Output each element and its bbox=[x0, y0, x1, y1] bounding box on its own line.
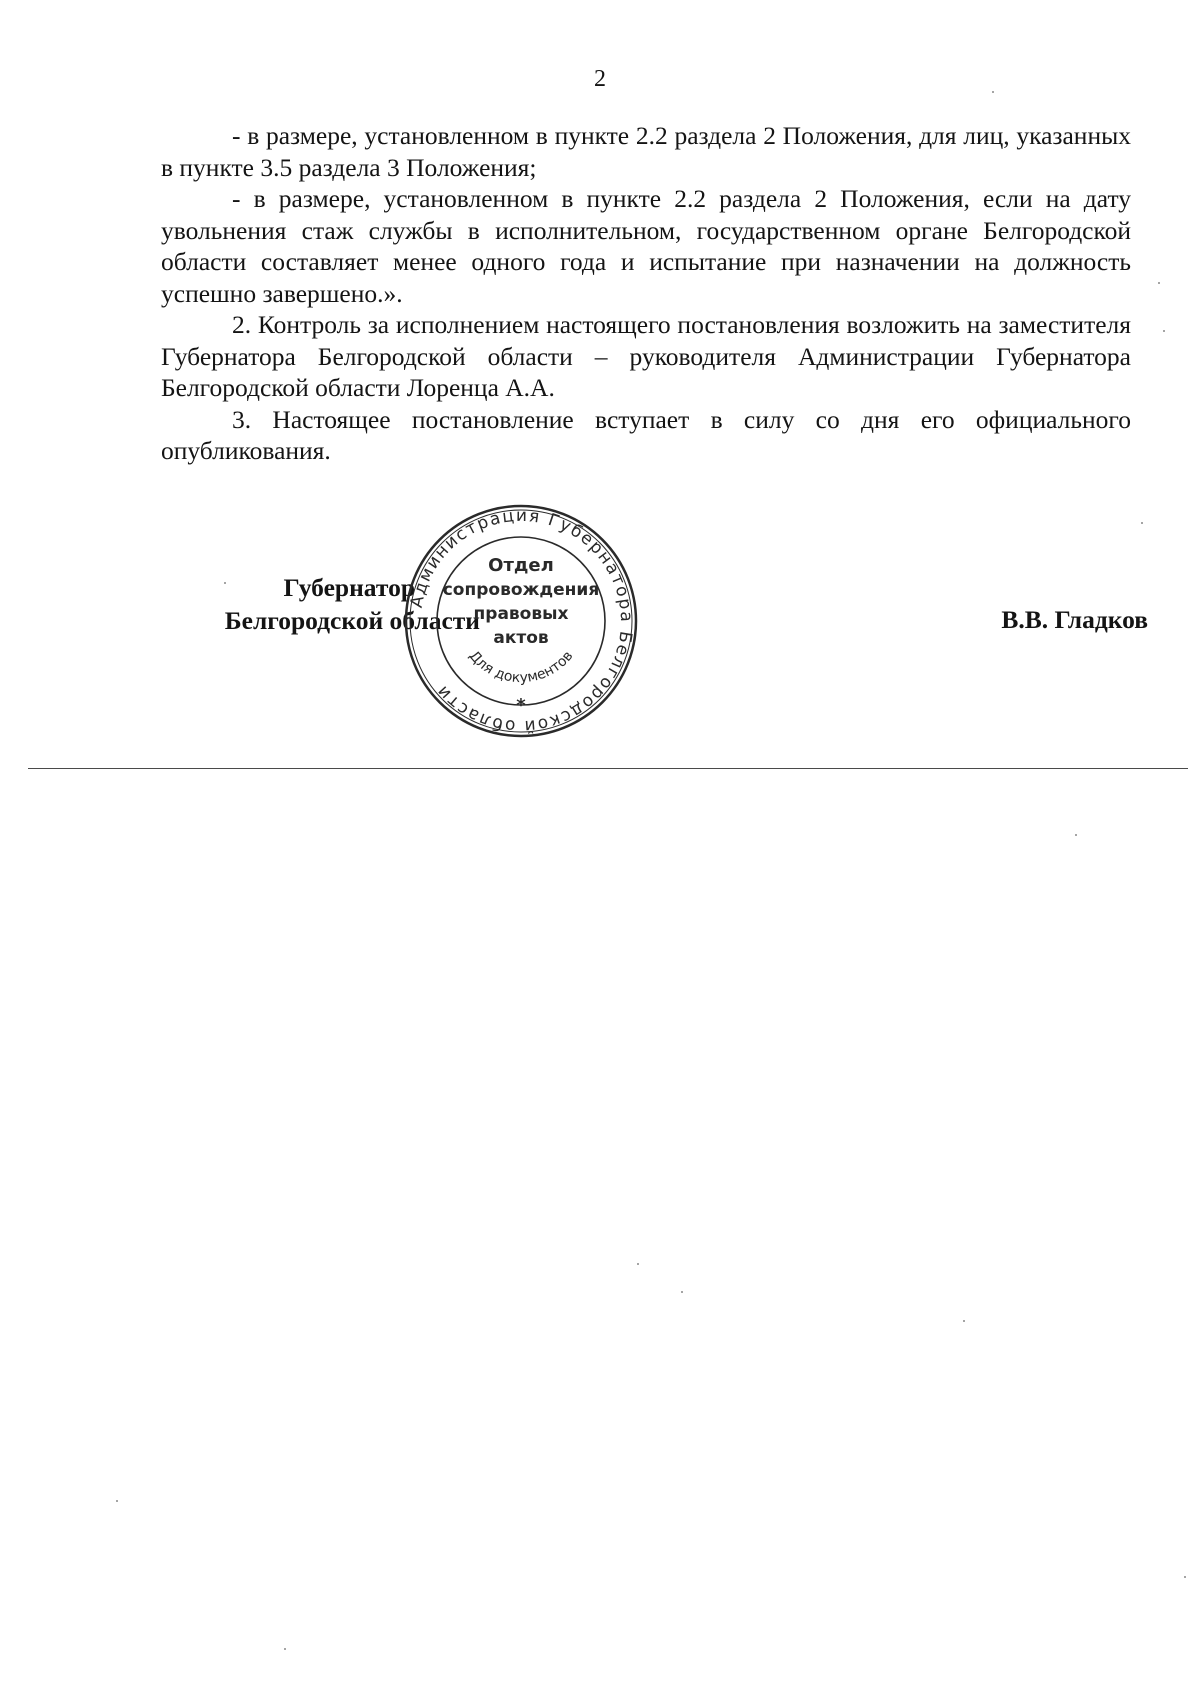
scan-speck bbox=[963, 1320, 965, 1322]
paragraph-effective-date: 3. Настоящее постановление вступает в силу со дня его официального опубликования. bbox=[161, 404, 1131, 465]
scan-speck bbox=[1158, 282, 1160, 284]
scan-speck bbox=[224, 582, 226, 584]
stamp-inner-line-2: сопровождения bbox=[442, 580, 600, 600]
stamp-outer-text: Администрация Губернатора Белгородской области bbox=[406, 505, 637, 737]
scan-speck bbox=[1163, 330, 1165, 332]
stamp-inner-line-4: актов bbox=[493, 628, 549, 648]
stamp-bottom-text-group bbox=[466, 648, 577, 686]
scan-speck bbox=[1184, 1576, 1186, 1578]
stamp-bottom-text: Для документов bbox=[465, 647, 577, 687]
stamp-inner-line-3: правовых bbox=[473, 604, 569, 624]
official-stamp bbox=[403, 503, 639, 739]
scan-speck bbox=[1075, 834, 1077, 836]
scan-speck bbox=[284, 1648, 286, 1650]
signatory-title-line2: Белгородской области bbox=[224, 606, 480, 635]
scan-speck bbox=[681, 1291, 683, 1293]
paragraph-control: 2. Контроль за исполнением настоящего постановления возложить на заместителя Губернатора Белгородской области – руководителя Администрации Губернатора Белгородской области Лоренца А.А. bbox=[161, 310, 1131, 402]
stamp-inner-line-1: Отдел bbox=[488, 555, 554, 576]
paragraph-clause-3-5: - в размере, установленном в пункте 2.2 раздела 2 Положения, для лиц, указанных в пункте 3.5 раздела 3 Положения; bbox=[161, 121, 1131, 182]
signatory-name: В.В. Гладков bbox=[1001, 605, 1148, 634]
scan-speck bbox=[992, 91, 994, 93]
page-number: 2 bbox=[594, 66, 606, 92]
scan-speck bbox=[116, 1500, 118, 1502]
scan-speck bbox=[637, 1263, 639, 1265]
paragraph-clause-service-length: - в размере, установленном в пункте 2.2 раздела 2 Положения, если на дату увольнения стаж службы в исполнительном, государственном органе Белгородской области составляет менее одного года и испытание при назначении на должность успешно завершено.». bbox=[161, 184, 1131, 308]
signatory-title-line1: Губернатор bbox=[283, 573, 415, 602]
stamp-star: * bbox=[516, 695, 526, 716]
document-body bbox=[161, 120, 1131, 467]
scan-speck bbox=[1141, 522, 1143, 524]
page-separator-line bbox=[28, 768, 1188, 769]
